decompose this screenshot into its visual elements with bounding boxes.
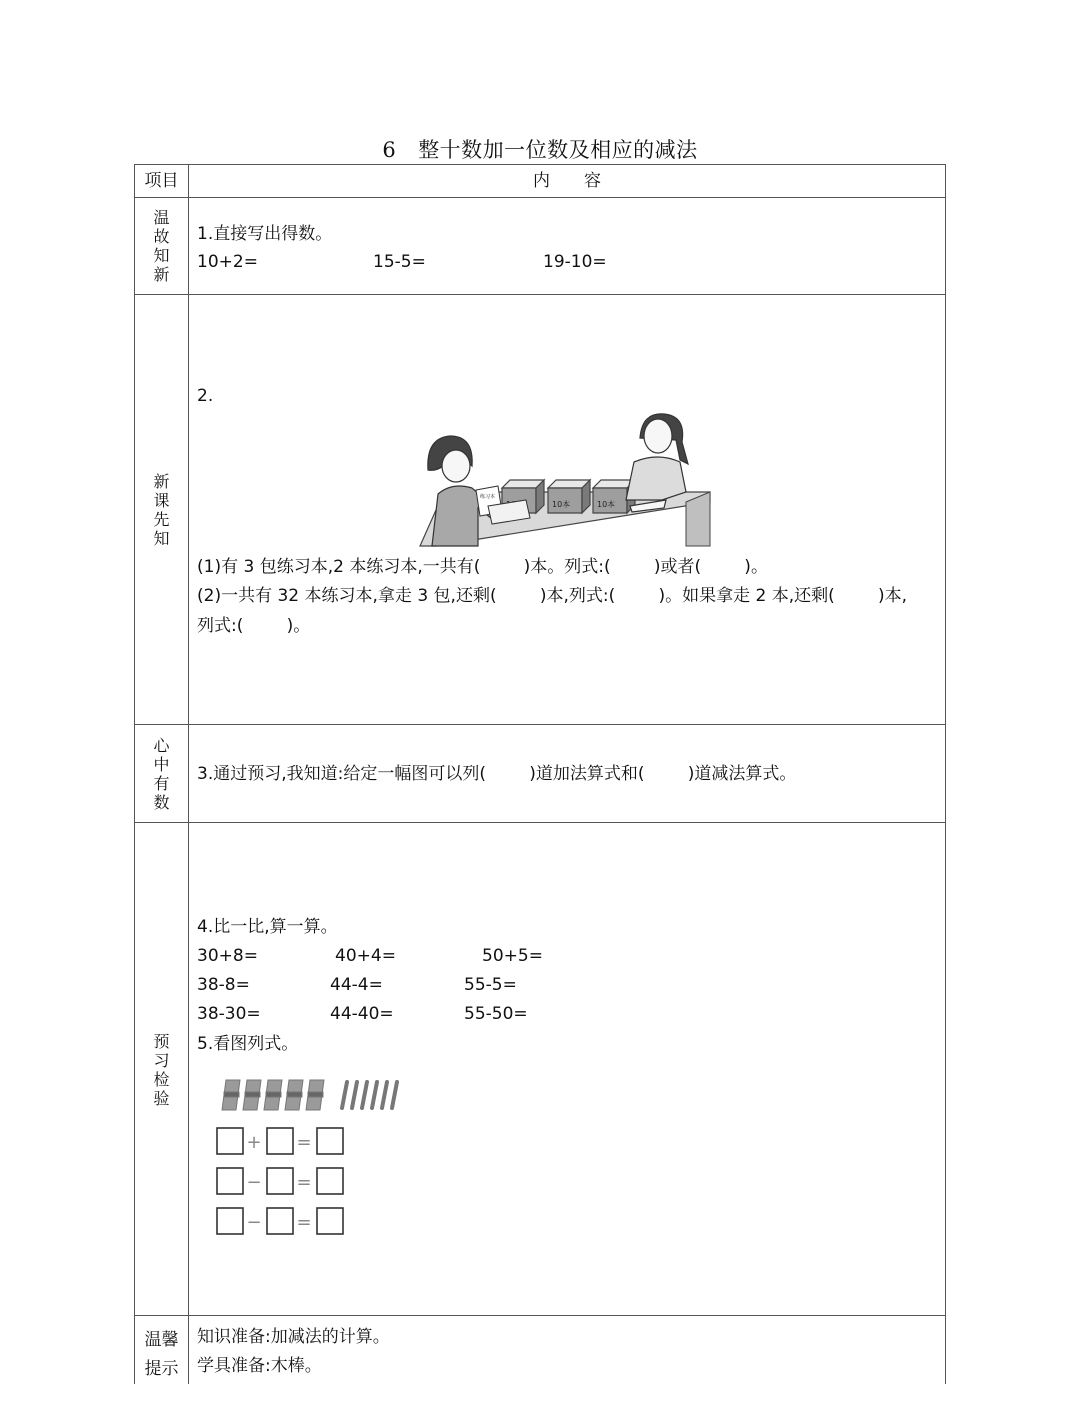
section-label-mind: 心 中 有 数 [153, 736, 170, 812]
q1-eq-3: 19-10= [543, 252, 607, 272]
operator-sign: = [296, 1172, 312, 1193]
notebook-label: 练习本 [480, 494, 496, 500]
section-label-check: 预 习 检 验 [153, 1032, 170, 1108]
answer-box [267, 1128, 293, 1154]
lesson-number: 6 [382, 138, 397, 162]
row-divider-3 [134, 822, 946, 823]
answer-box [267, 1208, 293, 1234]
answer-box [217, 1208, 243, 1234]
loose-stick [352, 1082, 357, 1108]
q4-r2-c1: 38-8= [197, 975, 250, 995]
q4-r1-c3: 50+5= [482, 946, 543, 966]
loose-stick [382, 1082, 387, 1108]
table-right-border [945, 164, 946, 1384]
q4-r1-c2: 40+4= [335, 946, 396, 966]
q2-number: 2. [197, 386, 214, 406]
stick-bundle [264, 1080, 282, 1110]
q5-answer-boxes [216, 1126, 356, 1236]
q2-part-2a: (2)一共有 32 本练习本,拿走 3 包,还剩( )本,列式:( )。如果拿走 2 本,还剩( )本, [197, 586, 907, 606]
q1-title: 1.直接写出得数。 [197, 224, 333, 244]
q4-r3-c2: 44-40= [330, 1004, 394, 1024]
answer-equation-row [217, 1208, 343, 1234]
section-label-new-lesson: 新 课 先 知 [153, 472, 170, 548]
box-label-2: 10本 [552, 500, 571, 509]
answer-equation-row [217, 1128, 343, 1154]
q2-illustration [418, 410, 718, 550]
answer-box [217, 1168, 243, 1194]
tip-knowledge: 知识准备:加减法的计算。 [197, 1327, 390, 1347]
answer-box [317, 1168, 343, 1194]
stick-bundles [222, 1080, 324, 1110]
page-title [0, 134, 1080, 164]
q4-r2-c2: 44-4= [330, 975, 383, 995]
q1-eq-2: 15-5= [373, 252, 426, 272]
q4-r2-c3: 55-5= [464, 975, 517, 995]
table-front [686, 492, 710, 546]
q1-eq-1: 10+2= [197, 252, 258, 272]
column-divider [188, 164, 189, 1384]
answer-box [317, 1208, 343, 1234]
loose-sticks [342, 1082, 397, 1108]
q4-title: 4.比一比,算一算。 [197, 917, 338, 937]
loose-stick [392, 1082, 397, 1108]
answer-box [317, 1128, 343, 1154]
q4-r3-c3: 55-50= [464, 1004, 528, 1024]
section-label-review: 温 故 知 新 [153, 208, 170, 284]
q5-title: 5.看图列式。 [197, 1034, 299, 1054]
operator-sign: = [296, 1212, 312, 1233]
stick-bundle [243, 1080, 261, 1110]
q4-r3-c1: 38-30= [197, 1004, 261, 1024]
loose-stick [342, 1082, 347, 1108]
stick-bundle [306, 1080, 324, 1110]
header-divider [134, 197, 946, 198]
loose-stick [362, 1082, 367, 1108]
loose-stick [372, 1082, 377, 1108]
operator-sign: + [246, 1132, 262, 1153]
tip-tools: 学具准备:木棒。 [197, 1356, 322, 1376]
q2-part-1: (1)有 3 包练习本,2 本练习本,一共有( )本。列式:( )或者( )。 [197, 557, 768, 577]
row-divider-1 [134, 294, 946, 295]
operator-sign: − [246, 1212, 262, 1233]
lesson-title: 整十数加一位数及相应的减法 [418, 138, 698, 162]
row-divider-2 [134, 724, 946, 725]
header-item-label: 项目 [144, 171, 179, 191]
stick-bundle [285, 1080, 303, 1110]
answer-box [267, 1168, 293, 1194]
answer-equation-row [217, 1168, 343, 1194]
q4-r1-c1: 30+8= [197, 946, 258, 966]
q3-text: 3.通过预习,我知道:给定一幅图可以列( )道加法算式和( )道减法算式。 [197, 764, 797, 784]
answer-box [217, 1128, 243, 1154]
box-label-3: 10本 [597, 500, 616, 509]
section-label-tips: 温馨 提示 [144, 1330, 179, 1379]
q2-part-2b: 列式:( )。 [197, 616, 311, 636]
stick-bundle [222, 1080, 240, 1110]
table-top-border [134, 164, 946, 165]
row-divider-4 [134, 1315, 946, 1316]
q5-sticks-figure [216, 1076, 406, 1116]
operator-sign: = [296, 1132, 312, 1153]
operator-sign: − [246, 1172, 262, 1193]
header-content-label: 内 容 [533, 171, 601, 191]
